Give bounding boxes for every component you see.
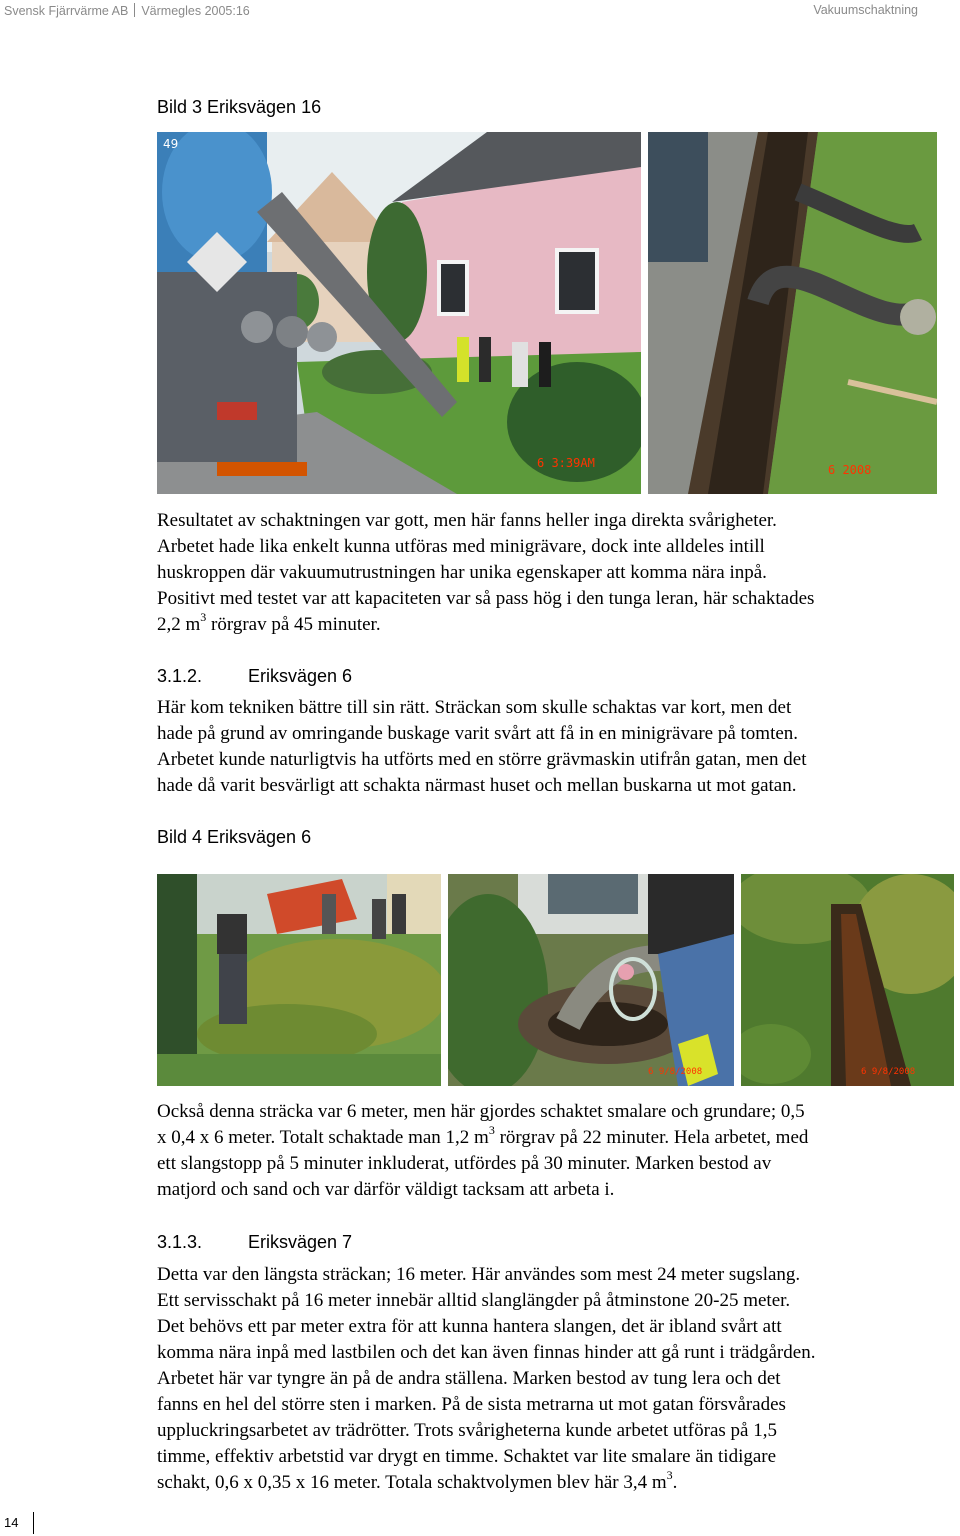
photo-date-stamp: 6 3:39AM <box>537 456 595 470</box>
text-line: komma nära inpå med lastbilen och det kan även finnas hinder att gå runt i trädgården. <box>157 1342 816 1363</box>
text-line: Resultatet av schaktningen var gott, men här fanns heller inga direkta svårigheter. <box>157 510 777 531</box>
text-fragment: schakt, 0,6 x 0,35 x 16 meter. Totala schaktvolymen blev här 3,4 m <box>157 1472 667 1493</box>
text-line: hade på grund av omringande buskage varit svårt att få in en minigrävare på tomten. <box>157 723 799 744</box>
section-number: 3.1.2. <box>157 666 203 686</box>
text-line: uppluckringsarbetet av trädrötter. Trots svårigheterna kunde arbetet utföras på 1,5 <box>157 1420 777 1441</box>
text-line: hade då varit besvärligt att schakta närmast huset och mellan buskarna ut mot gatan. <box>157 775 797 796</box>
text-line: Positivt med testet var att kapaciteten var så pass hög i den tunga leran, här schaktades <box>157 588 815 609</box>
photo-hose-into-hole <box>448 874 734 1086</box>
photo-workers-garden <box>157 874 441 1086</box>
paragraph-results-eriksvagen-6 <box>157 1099 937 1203</box>
header-report: Värmegles 2005:16 <box>141 4 250 18</box>
paragraph-eriksvagen-7 <box>157 1262 937 1496</box>
header-left <box>4 3 250 18</box>
figure-3-caption: Bild 3 Eriksvägen 16 <box>157 97 322 117</box>
section-title: Eriksvägen 7 <box>248 1232 353 1252</box>
text-line: Detta var den längsta sträckan; 16 meter. Här användes som mest 24 meter sugslang. <box>157 1264 801 1285</box>
photo-date-stamp: 6 9/8/2008 <box>861 1067 916 1077</box>
text-line: Ett servisschakt på 16 meter innebär alltid slanglängder på åtminstone 20-25 meter. <box>157 1290 791 1311</box>
text-line: Det behövs ett par meter extra för att kunna hantera slangen, det är ibland svårt att <box>157 1316 782 1337</box>
text-fragment: rörgrav på 45 minuter. <box>206 614 381 635</box>
superscript: 3 <box>200 609 207 624</box>
photo-date-stamp: 6 9/8/2008 <box>648 1067 703 1077</box>
header-company: Svensk Fjärrvärme AB <box>4 4 129 18</box>
text-line: Arbetet kunde naturligtvis ha utförts med en större grävmaskin utifrån gatan, men det <box>157 749 807 770</box>
header-separator <box>134 3 135 17</box>
text-line: ett slangstopp på 5 minuter inkluderat, utfördes på 30 minuter. Marken bestod av <box>157 1153 772 1174</box>
text-line: fanns en hel del större sten i marken. På de sista metrarna ut mot gatan försvårades <box>157 1394 786 1415</box>
text-line: matjord och sand och var därför väldigt tacksam att arbeta i. <box>157 1179 615 1200</box>
page-header <box>0 0 960 22</box>
paragraph-eriksvagen-6 <box>157 695 937 799</box>
header-section: Vakuumschaktning <box>813 3 918 17</box>
section-heading-3-1-2 <box>157 666 352 687</box>
photo-trench-hose <box>648 132 937 494</box>
text-fragment: rörgrav på 22 minuter. Hela arbetet, med <box>494 1127 809 1148</box>
text-line: Arbetet här var tyngre än på de andra ställena. Marken bestod av tung lera och det <box>157 1368 781 1389</box>
figure-4-caption: Bild 4 Eriksvägen 6 <box>157 827 312 847</box>
text-fragment: 2,2 m <box>157 614 201 635</box>
page-number: 14 <box>4 1515 19 1530</box>
text-line: huskroppen där vakuumutrustningen har unika egenskaper att komma nära inpå. <box>157 562 767 583</box>
text-line: Här kom tekniken bättre till sin rätt. Sträckan som skulle schaktas var kort, men det <box>157 697 792 718</box>
text-fragment: . <box>672 1472 678 1493</box>
text-line <box>157 1467 937 1496</box>
photo-vacuum-truck-house <box>157 132 641 494</box>
text-line <box>157 609 937 638</box>
footer-divider <box>33 1512 34 1534</box>
section-heading-3-1-3 <box>157 1232 352 1253</box>
text-line: timme, effektiv arbetstid var drygt en timme. Schaktet var lite smalare än tidigare <box>157 1446 777 1467</box>
superscript: 3 <box>488 1122 495 1137</box>
text-fragment: x 0,4 x 6 meter. Totalt schaktade man 1,2 m <box>157 1127 489 1148</box>
text-line: Arbetet hade lika enkelt kunna utföras med minigrävare, dock inte alldeles intill <box>157 536 765 557</box>
text-line <box>157 1122 937 1151</box>
photo-plate-number: 49 <box>163 137 179 151</box>
photo-date-stamp: 6 2008 <box>828 463 872 477</box>
text-line: Också denna sträcka var 6 meter, men här gjordes schaktet smalare och grundare; 0,5 <box>157 1101 805 1122</box>
section-title: Eriksvägen 6 <box>248 666 353 686</box>
paragraph-results <box>157 508 937 638</box>
photo-narrow-trench <box>741 874 954 1086</box>
superscript: 3 <box>666 1467 673 1482</box>
section-number: 3.1.3. <box>157 1232 203 1252</box>
